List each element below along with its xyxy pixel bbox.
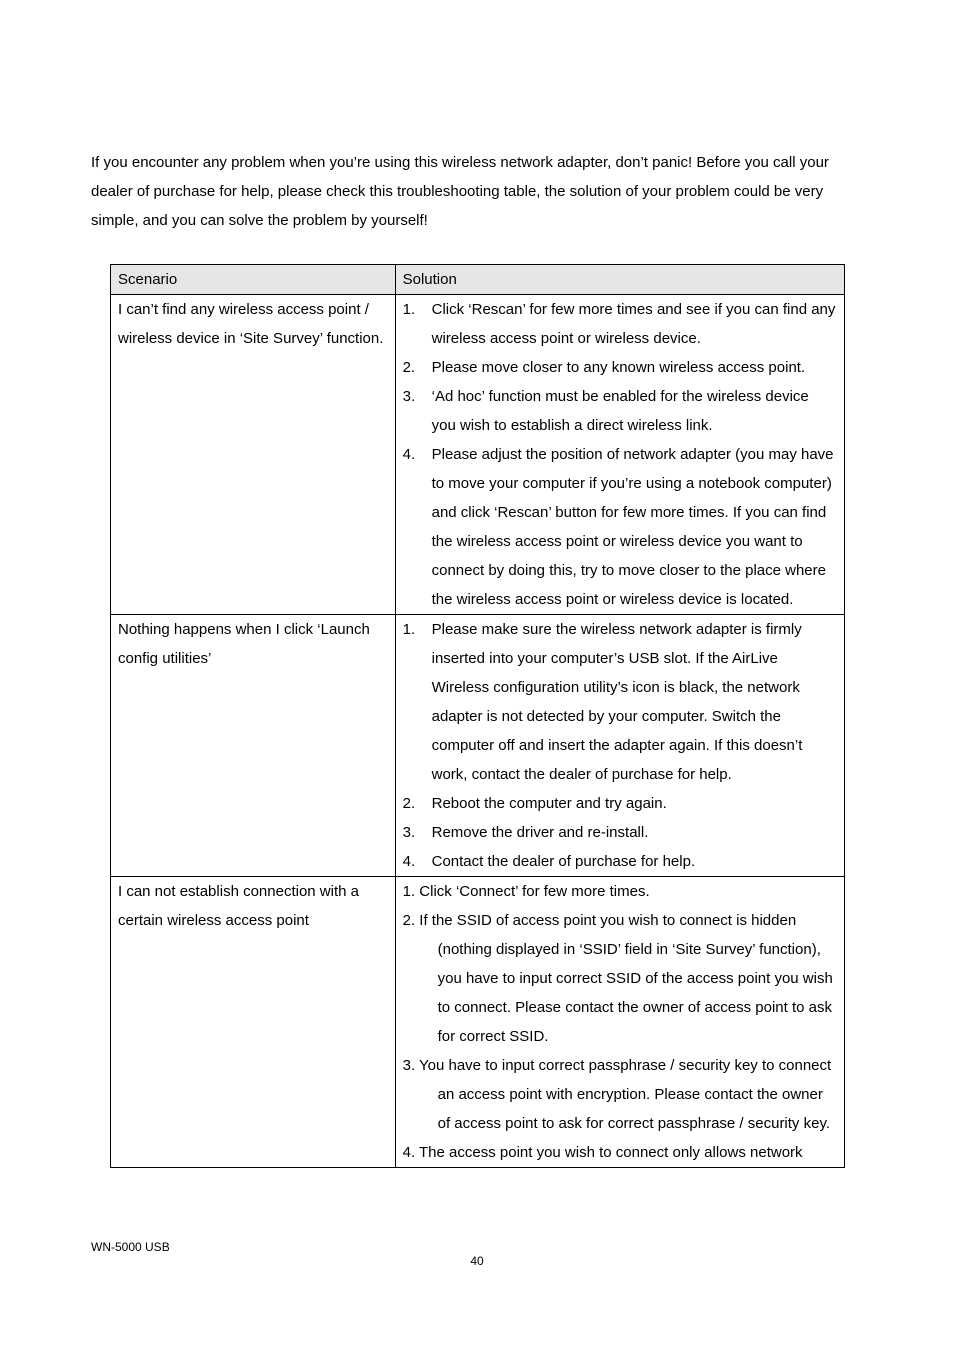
item-number: 3. bbox=[402, 388, 416, 405]
scenario-cell: I can’t find any wireless access point / wireless device in ‘Site Survey’ function. bbox=[111, 295, 396, 615]
solution-item bbox=[403, 847, 837, 876]
solution-cell bbox=[395, 877, 844, 1168]
solution-item: 2. If the SSID of access point you wish to connect is hidden (nothing displayed in ‘SSID’ field in ‘Site Survey’ function), you have to input correct SSID of the access point you wish to connect. Please contact the owner of access point to ask for correct SSID. bbox=[402, 912, 833, 1045]
table-row bbox=[111, 295, 845, 615]
item-text: Contact the dealer of purchase for help. bbox=[431, 853, 696, 870]
scenario-cell: Nothing happens when I click ‘Launch config utilities’ bbox=[111, 615, 396, 877]
item-number: 2. bbox=[402, 795, 416, 812]
item-number: 4. bbox=[402, 446, 416, 463]
item-text: Click ‘Rescan’ for few more times and see if you can find any wireless access point or wireless device. bbox=[431, 301, 836, 347]
solution-item: 4. The access point you wish to connect only allows network bbox=[402, 1144, 803, 1161]
item-number: 2. bbox=[402, 359, 416, 376]
item-number: 1. bbox=[402, 621, 416, 638]
page-number: 40 bbox=[470, 1254, 484, 1268]
header-solution: Solution bbox=[395, 265, 844, 295]
solution-item: 3. You have to input correct passphrase / security key to connect an access point with encryption. Please contact the owner of access point to ask for correct passphrase / security key. bbox=[402, 1057, 832, 1132]
troubleshooting-table bbox=[110, 264, 845, 1168]
solution-list bbox=[403, 295, 837, 614]
item-text: Please move closer to any known wireless access point. bbox=[431, 359, 806, 376]
solution-item bbox=[403, 295, 837, 353]
table-row bbox=[111, 877, 845, 1168]
item-text: Remove the driver and re-install. bbox=[431, 824, 649, 841]
item-text: Reboot the computer and try again. bbox=[431, 795, 667, 812]
solution-cell bbox=[395, 615, 844, 877]
solution-item bbox=[403, 440, 837, 614]
item-number: 4. bbox=[402, 853, 416, 870]
item-number: 1. bbox=[402, 301, 416, 318]
solution-item bbox=[403, 382, 837, 440]
solution-cell bbox=[395, 295, 844, 615]
solution-item bbox=[403, 353, 837, 382]
table-row bbox=[111, 615, 845, 877]
header-scenario: Scenario bbox=[111, 265, 396, 295]
item-text: ‘Ad hoc’ function must be enabled for the wireless device you wish to establish a direct wireless link. bbox=[431, 388, 809, 434]
item-number: 3. bbox=[402, 824, 416, 841]
scenario-cell: I can not establish connection with a certain wireless access point bbox=[111, 877, 396, 1168]
table-header-row bbox=[111, 265, 845, 295]
solution-item: 1. Click ‘Connect’ for few more times. bbox=[402, 883, 650, 900]
footer-product-name: WN-5000 USB bbox=[91, 1240, 170, 1254]
item-text: Please make sure the wireless network adapter is firmly inserted into your computer’s USB slot. If the AirLive Wireless configuration utility’s icon is black, the network adapter is not detected by your computer. Switch the computer off and insert the adapter again. If this doesn’t work, contact the dealer of purchase for help. bbox=[431, 621, 803, 783]
item-text: Please adjust the position of network adapter (you may have to move your computer if you’re using a notebook computer) and click ‘Rescan’ button for few more times. If you can find the wireless access point or wireless device you want to connect by doing this, try to move closer to the place where the wireless access point or wireless device is located. bbox=[431, 446, 834, 608]
intro-paragraph: If you encounter any problem when you’re using this wireless network adapter, don’t panic! Before you call your dealer of purchase for help, please check this troubleshooting table, the solution of your problem could be very simple, and you can solve the problem by yourself! bbox=[91, 154, 829, 229]
solution-item bbox=[403, 789, 837, 818]
solution-list bbox=[403, 877, 837, 1167]
solution-item bbox=[403, 818, 837, 847]
solution-item bbox=[403, 615, 837, 789]
solution-list bbox=[403, 615, 837, 876]
